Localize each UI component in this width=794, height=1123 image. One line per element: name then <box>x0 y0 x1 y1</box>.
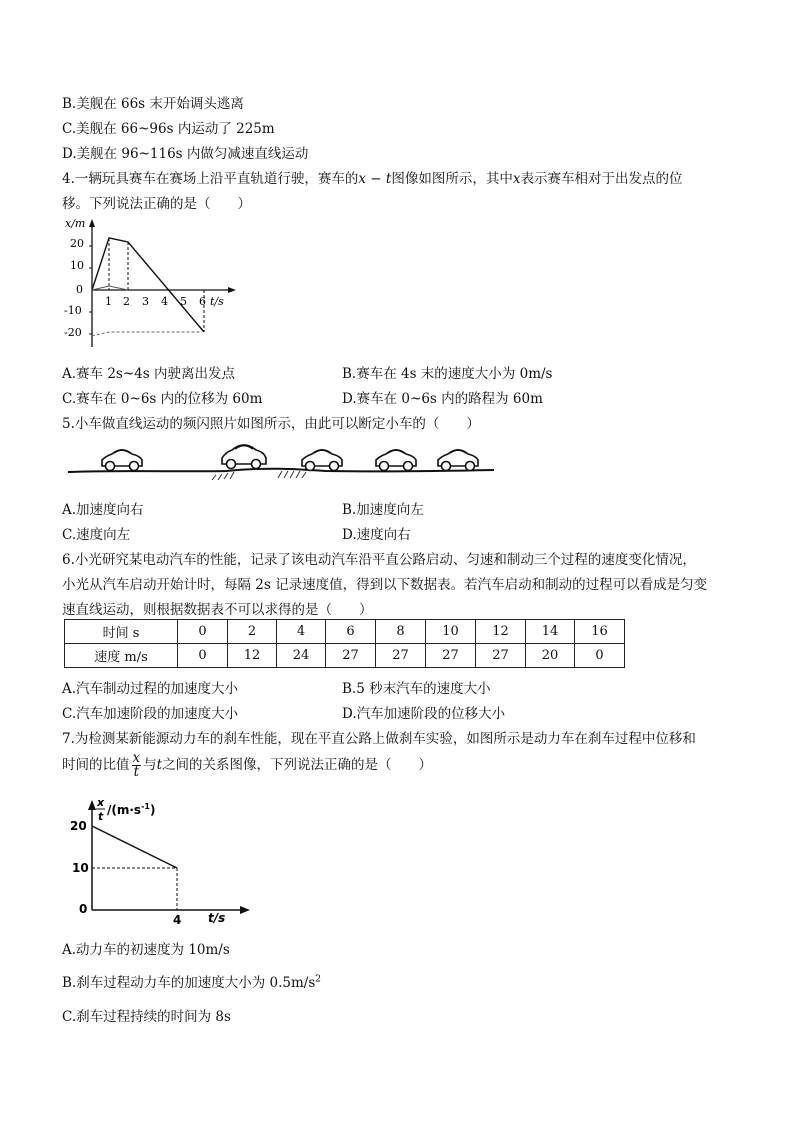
q4-x-tick: 1 <box>105 295 112 308</box>
q4-y-axis-label: x/m <box>65 217 86 230</box>
q7-option-b: B.刹车过程动力车的加速度大小为 $0.5m/s^2$ <box>62 974 321 991</box>
q7-x-tick: 4 <box>173 913 182 924</box>
table-cell: 6 <box>326 620 376 644</box>
car-icon <box>302 450 342 471</box>
q7-graph <box>66 794 266 924</box>
q6-option-a: A.汽车制动过程的加速度大小 <box>62 681 239 697</box>
q7-y-frac-den: t <box>98 810 104 823</box>
table-cell: 12 <box>476 620 526 644</box>
q4-x-tick: 4 <box>161 295 168 308</box>
q7-y-tick: 20 <box>70 819 87 833</box>
q5-stem: 5.小车做直线运动的频闪照片如图所示，由此可以断定小车的（ ） <box>62 416 480 432</box>
table-cell: 27 <box>476 644 526 668</box>
q7-option-c: C.刹车过程持续的时间为 8s <box>62 1009 231 1025</box>
q4-x-tick: 2 <box>123 295 130 308</box>
car-icon <box>438 450 478 471</box>
table-row <box>65 644 625 668</box>
table-cell: 27 <box>376 644 426 668</box>
q6-option-d: D.汽车加速阶段的位移大小 <box>342 706 506 722</box>
table-cell: 12 <box>228 644 277 668</box>
q4-y-tick: 10 <box>70 259 84 272</box>
q7-stem-line2: 时间的比值 $\frac{x}{t}$ 与t之间的关系图像，下列说法正确的是（ ） <box>62 750 433 780</box>
q6-stem-line2: 小光从汽车启动开始计时，每隔 2s 记录速度值，得到以下数据表。若汽车启动和制动的过程可以看成是匀变 <box>62 577 708 593</box>
table-cell: 27 <box>326 644 376 668</box>
table-cell: 0 <box>178 644 228 668</box>
q4-y-tick: 0 <box>76 283 83 296</box>
q3-option-c: C.美舰在 66~96s 内运动了 225m <box>62 121 275 137</box>
q4-y-tick: 20 <box>70 237 84 250</box>
q3-option-b: B.美舰在 66s 末开始调头逃离 <box>62 96 244 112</box>
q7-y-frac-num: x <box>97 796 105 809</box>
q4-option-d: D.赛车在 0~6s 内的路程为 60m <box>342 391 543 407</box>
q6-stem-line3: 速直线运动，则根据数据表不可以求得的是（ ） <box>62 602 373 618</box>
table-cell: 10 <box>426 620 476 644</box>
table-cell: 2 <box>228 620 277 644</box>
q4-x-tick: 6 <box>199 295 206 308</box>
q4-x-axis-label: t/s <box>210 295 224 308</box>
table-cell: 0 <box>575 644 625 668</box>
q4-x-tick: 5 <box>180 295 187 308</box>
table-header-cell: 时间 s <box>65 620 178 644</box>
q4-option-a: A.赛车 2s~4s 内驶离出发点 <box>62 366 235 382</box>
q5-option-b: B.加速度向左 <box>342 502 424 518</box>
q4-xt-graph <box>62 214 242 354</box>
table-cell: 16 <box>575 620 625 644</box>
q7-stem-line1: 7.为检测某新能源动力车的刹车性能，现在平直公路上做刹车实验，如图所示是动力车在刹车过程中位移和 <box>62 731 696 747</box>
q6-data-table <box>64 619 625 668</box>
q6-stem-line1: 6.小光研究某电动汽车的性能，记录了该电动汽车沿平直公路启动、匀速和制动三个过程的速度变化情况， <box>62 552 696 568</box>
q7-fraction: $\frac{x}{t}$ <box>132 750 141 780</box>
q6-option-c: C.汽车加速阶段的加速度大小 <box>62 706 239 722</box>
table-cell: 0 <box>178 620 228 644</box>
q4-option-b: B.赛车在 4s 末的速度大小为 0m/s <box>342 366 553 382</box>
table-row <box>65 620 625 644</box>
q7-y-unit: $/(m\cdot s^{-1})$ <box>107 802 156 817</box>
q4-x-tick: 3 <box>142 295 149 308</box>
car-icon <box>222 445 266 469</box>
table-cell: 14 <box>526 620 575 644</box>
q5-option-d: D.速度向右 <box>342 527 411 543</box>
car-icon <box>376 450 416 471</box>
table-cell: 27 <box>426 644 476 668</box>
q7-x-axis-label: t/s <box>208 911 226 924</box>
table-header-cell: 速度 m/s <box>65 644 178 668</box>
table-cell: 20 <box>526 644 575 668</box>
q4-y-tick: -20 <box>64 326 82 339</box>
table-cell: 4 <box>277 620 326 644</box>
q4-stem-line1: 4.一辆玩具赛车在赛场上沿平直轨道行驶，赛车的x − t图像如图所示，其中x表示赛车相对于出发点的位 <box>62 171 683 187</box>
q4-option-c: C.赛车在 0~6s 内的位移为 60m <box>62 391 263 407</box>
q7-option-a: A.动力车的初速度为 10m/s <box>62 942 230 958</box>
table-cell: 8 <box>376 620 426 644</box>
car-icon <box>102 450 142 471</box>
q6-option-b: B.5 秒末汽车的速度大小 <box>342 681 491 697</box>
q3-option-d: D.美舰在 96~116s 内做匀减速直线运动 <box>62 146 309 162</box>
q4-y-tick: -10 <box>64 304 82 317</box>
q7-y-tick: 0 <box>79 902 88 916</box>
q5-option-c: C.速度向左 <box>62 527 131 543</box>
q4-stem-line2: 移。下列说法正确的是（ ） <box>62 196 251 212</box>
q7-y-tick: 10 <box>72 861 89 875</box>
q5-option-a: A.加速度向右 <box>62 502 144 518</box>
q5-car-photo <box>66 436 496 482</box>
q7-data-line <box>92 826 177 868</box>
table-cell: 24 <box>277 644 326 668</box>
